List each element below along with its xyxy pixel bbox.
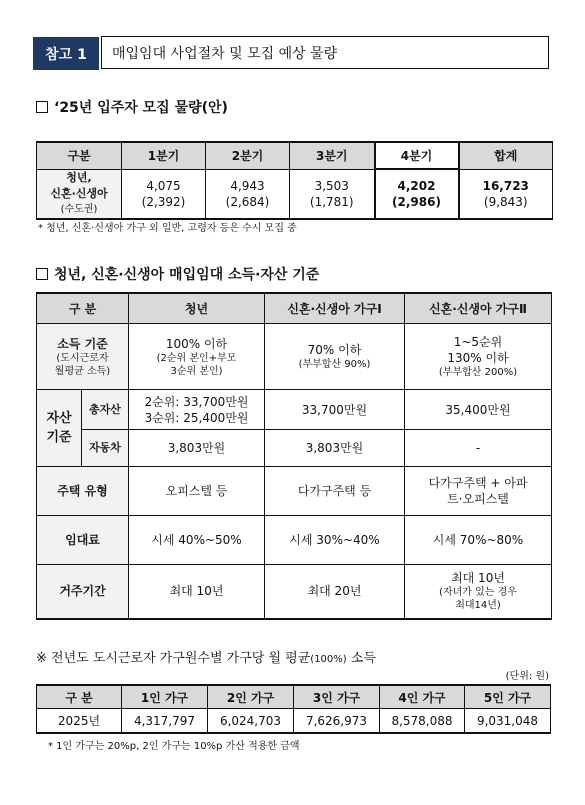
reference-tag: 참고 1 — [33, 37, 99, 70]
section2-heading — [36, 264, 319, 284]
column-header: 구분 — [37, 142, 122, 169]
table-cell: 100% 이하 (2순위 본인+부모 3순위 본인) — [129, 324, 265, 390]
table-row-residence-period — [37, 565, 552, 619]
row-label — [37, 169, 122, 219]
section1-title: ‘25년 입주자 모집 물량(안) — [54, 100, 228, 116]
table-cell: 1~5순위 130% 이하 (부부합산 200%) — [405, 324, 552, 390]
table-cell: 4,317,797 — [122, 709, 208, 734]
row-label-sub: (수도권) — [60, 203, 98, 215]
table-cell: 다가구주택 + 아파 트·오피스텔 — [405, 467, 552, 516]
table-cell: 오피스텔 등 — [129, 467, 265, 516]
recruitment-volume-table — [36, 141, 553, 220]
eligibility-table — [36, 292, 552, 620]
table-cell: 6,024,703 — [208, 709, 294, 734]
column-header: 구 분 — [37, 685, 122, 709]
column-header: 3인 가구 — [294, 685, 380, 709]
column-header: 합계 — [459, 142, 553, 169]
section3-title-small: (100%) — [310, 654, 347, 665]
table-cell: 7,626,973 — [294, 709, 380, 734]
table-header-row — [37, 685, 551, 709]
section3-note: * 1인 가구는 20%p, 2인 가구는 10%p 가산 적용한 금액 — [48, 741, 300, 752]
monthly-income-table — [36, 684, 551, 734]
table-cell: 35,400만원 — [405, 390, 552, 430]
column-header: 2인 가구 — [208, 685, 294, 709]
table-row-housing-type — [37, 467, 552, 516]
table-row-total-assets — [37, 390, 552, 430]
column-header: 5인 가구 — [465, 685, 551, 709]
table-row-income — [37, 324, 552, 390]
table-cell: 3,503 (1,781) — [290, 169, 375, 219]
checkbox-square-icon — [36, 268, 48, 280]
section1-note: * 청년, 신혼·신생아 가구 외 일반, 고령자 등은 수시 모집 중 — [38, 223, 297, 234]
table-cell: 33,700만원 — [265, 390, 405, 430]
table-cell: 시세 40%~50% — [129, 516, 265, 565]
row-label: 거주기간 — [37, 565, 129, 619]
table-cell: 최대 10년 — [129, 565, 265, 619]
table-cell: 시세 30%~40% — [265, 516, 405, 565]
row-label: 소득 기준 (도시근로자 월평균 소득) — [37, 324, 129, 390]
table-cell: 최대 20년 — [265, 565, 405, 619]
table-header-row — [37, 293, 552, 324]
table-header-row — [37, 142, 553, 169]
table-cell: 최대 10년 (자녀가 있는 경우 최대14년) — [405, 565, 552, 619]
section2-title: 청년, 신혼·신생아 매입임대 소득·자산 기준 — [54, 267, 320, 283]
table-cell: 2순위: 33,700만원 3순위: 25,400만원 — [129, 390, 265, 430]
row-label: 자동차 — [82, 430, 129, 467]
column-header: 1인 가구 — [122, 685, 208, 709]
table-cell: 다가구주택 등 — [265, 467, 405, 516]
table-cell-highlighted: 4,202 (2,986) — [375, 169, 459, 219]
column-header: 2분기 — [206, 142, 290, 169]
column-header: 청년 — [129, 293, 265, 324]
table-cell: 시세 70%~80% — [405, 516, 552, 565]
table-row — [37, 709, 551, 734]
column-header: 신혼·신생아 가구Ⅱ — [405, 293, 552, 324]
row-label-line: 청년, — [66, 170, 92, 184]
section3-title-tail: 소득 — [346, 651, 376, 666]
column-header: 1분기 — [122, 142, 206, 169]
table-cell: 4,943 (2,684) — [206, 169, 290, 219]
table-cell-total: 16,723 (9,843) — [459, 169, 553, 219]
section3-title: ※ 전년도 도시근로자 가구원수별 가구당 월 평균 — [36, 651, 311, 666]
table-cell: 8,578,088 — [380, 709, 465, 734]
column-header: 3분기 — [290, 142, 375, 169]
column-header-highlighted: 4분기 — [375, 142, 459, 169]
unit-label: (단위: 원) — [505, 671, 549, 682]
row-label: 주택 유형 — [37, 467, 129, 516]
column-header: 신혼·신생아 가구Ⅰ — [265, 293, 405, 324]
table-row-car — [37, 430, 552, 467]
table-cell: 3,803만원 — [129, 430, 265, 467]
row-group-label: 자산 기준 — [37, 390, 82, 467]
column-header: 4인 가구 — [380, 685, 465, 709]
table-row — [37, 169, 553, 219]
table-cell: 70% 이하 (부부합산 90%) — [265, 324, 405, 390]
table-cell: 3,803만원 — [265, 430, 405, 467]
section1-heading — [36, 97, 228, 117]
table-cell: 4,075 (2,392) — [122, 169, 206, 219]
table-row-rent — [37, 516, 552, 565]
row-label: 임대료 — [37, 516, 129, 565]
section3-heading — [36, 647, 376, 666]
row-label-line: 신혼·신생아 — [50, 186, 108, 200]
table-cell: - — [405, 430, 552, 467]
column-header: 구 분 — [37, 293, 129, 324]
row-label: 총자산 — [82, 390, 129, 430]
checkbox-square-icon — [36, 101, 48, 113]
document-title: 매입임대 사업절차 및 모집 예상 물량 — [101, 36, 549, 69]
table-cell: 9,031,048 — [465, 709, 551, 734]
row-label: 2025년 — [37, 709, 122, 734]
